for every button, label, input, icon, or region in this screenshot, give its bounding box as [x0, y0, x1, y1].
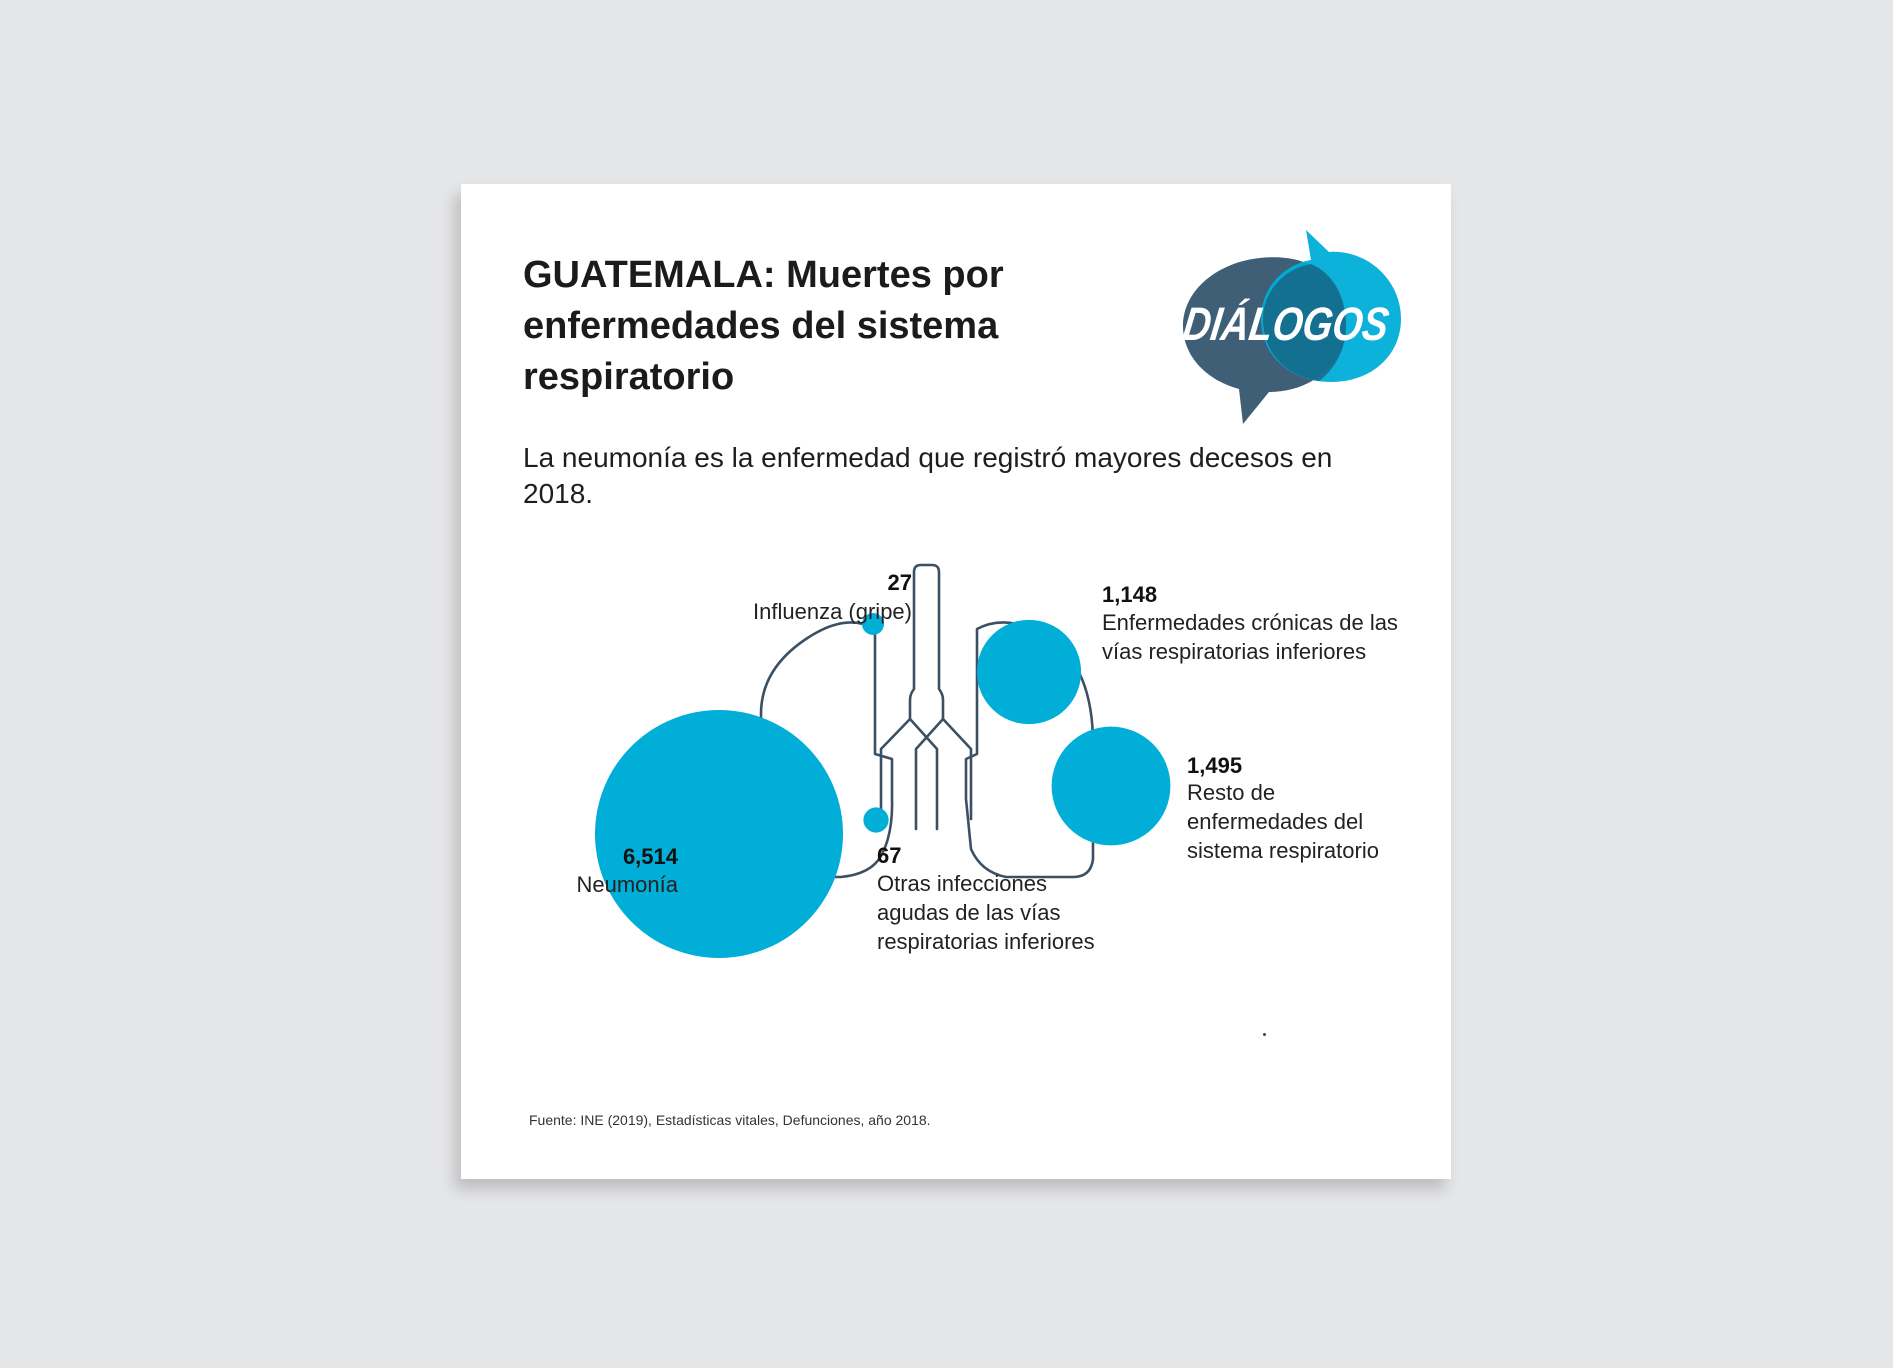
category-label-cronicas: Enfermedades crónicas de las vías respiratorias inferiores — [1102, 610, 1398, 664]
bubble-neumonia — [595, 710, 843, 958]
chart-subtitle: La neumonía es la enfermedad que registró mayores decesos en 2018. — [523, 442, 1333, 509]
logo-text: DIÁLOGOS — [1179, 298, 1438, 351]
stray-dot — [1263, 1033, 1266, 1036]
chart-title: GUATEMALA: Muertes por enfermedades del sistema respiratorio — [523, 254, 1004, 398]
bubble-chart — [461, 564, 1451, 1064]
bubble-otras — [863, 807, 888, 832]
bubble-cronicas — [977, 620, 1081, 724]
value-label-influenza: 27 — [887, 570, 912, 595]
infographic-card — [461, 184, 1451, 1179]
bronchus-right — [881, 719, 910, 819]
bubble-resto — [1052, 727, 1171, 846]
value-label-cronicas: 1,148 — [1102, 582, 1158, 607]
category-label-influenza: Influenza (gripe) — [753, 599, 912, 624]
category-label-otras: Otras infecciones agudas de las vías respiratorias inferiores — [877, 871, 1095, 954]
category-label-resto: Resto de enfermedades del sistema respiratorio — [1187, 780, 1379, 863]
source-note: Fuente: INE (2019), Estadísticas vitales, Defunciones, año 2018. — [529, 1112, 931, 1128]
category-label-neumonia: Neumonía — [576, 872, 678, 897]
trachea-outline — [910, 565, 943, 829]
value-label-otras: 67 — [877, 843, 902, 868]
dialogos-logo — [1161, 224, 1438, 424]
value-label-neumonia: 6,514 — [622, 844, 678, 869]
value-label-resto: 1,495 — [1187, 753, 1243, 778]
